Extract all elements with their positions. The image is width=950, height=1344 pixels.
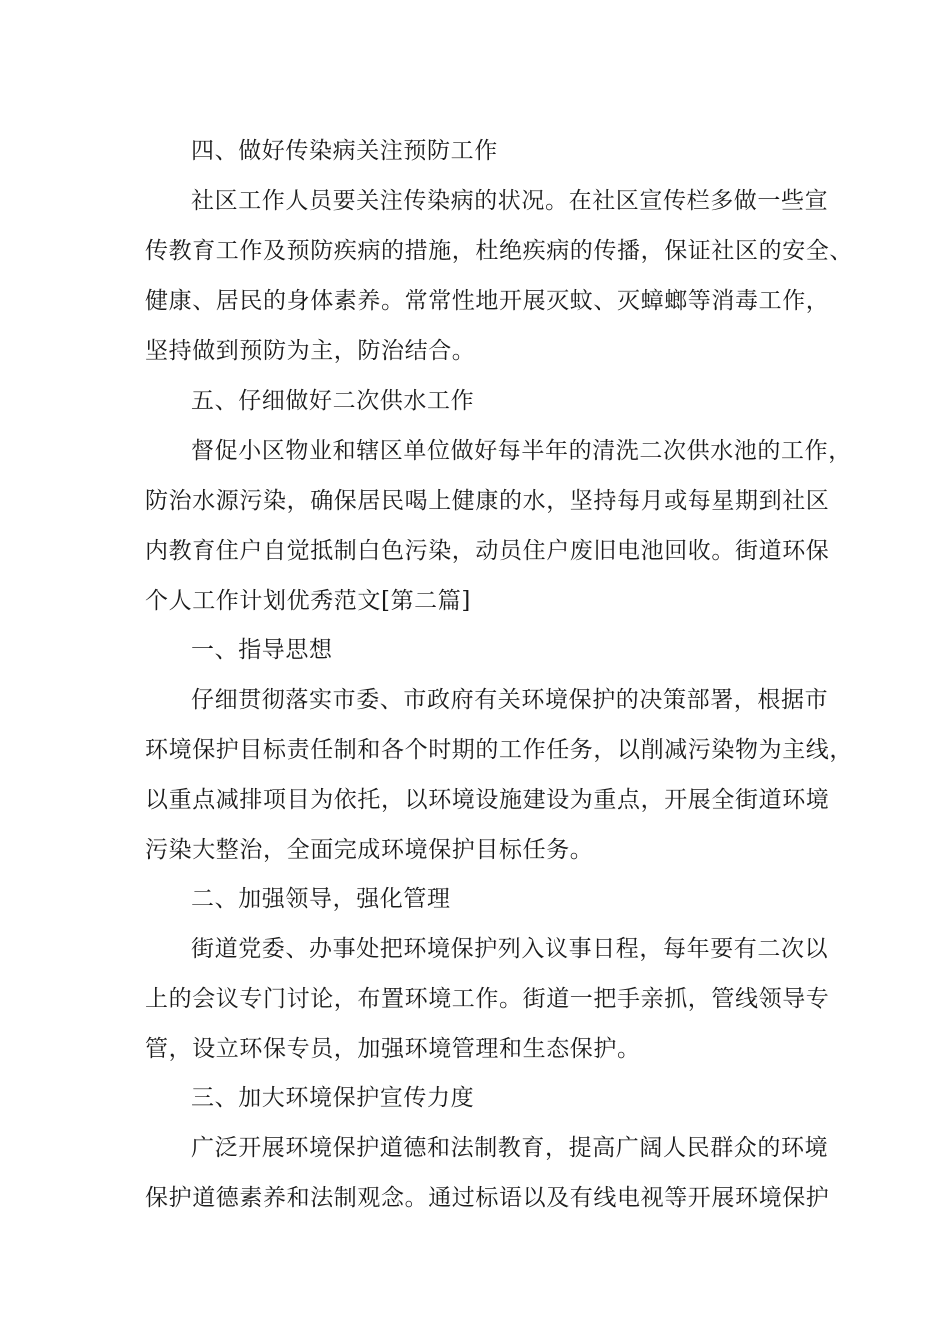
paragraph-line: 上的会议专门讨论，布置环境工作。街道一把手亲抓，管线领导专 — [145, 986, 830, 1012]
paragraph-line: 以重点减排项目为依托，以环境设施建设为重点，开展全街道环境 — [145, 787, 830, 813]
paragraph-line: 个人工作计划优秀范文[第二篇] — [145, 588, 471, 614]
paragraph-line: 污染大整治，全面完成环境保护目标任务。 — [145, 837, 594, 863]
paragraph-line: 环境保护目标责任制和各个时期的工作任务，以削减污染物为主线， — [145, 737, 853, 763]
heading-section-3: 三、加大环境保护宣传力度 — [191, 1085, 475, 1111]
paragraph-line: 社区工作人员要关注传染病的状况。在社区宣传栏多做一些宣 — [191, 188, 829, 214]
paragraph-line: 管，设立环保专员，加强环境管理和生态保护。 — [145, 1036, 641, 1062]
heading-section-1: 一、指导思想 — [191, 637, 333, 663]
paragraph-line: 内教育住户自觉抵制白色污染，动员住户废旧电池回收。街道环保 — [145, 538, 830, 564]
paragraph-line: 坚持做到预防为主，防治结合。 — [145, 338, 476, 364]
heading-section-5: 五、仔细做好二次供水工作 — [191, 388, 475, 414]
paragraph-line: 防治水源污染，确保居民喝上健康的水，坚持每月或每星期到社区 — [145, 488, 830, 514]
paragraph-line: 督促小区物业和辖区单位做好每半年的清洗二次供水池的工作， — [191, 438, 852, 464]
paragraph-line: 健康、居民的身体素养。常常性地开展灭蚊、灭蟑螂等消毒工作， — [145, 288, 830, 314]
paragraph-line: 保护道德素养和法制观念。通过标语以及有线电视等开展环境保护 — [145, 1185, 830, 1211]
paragraph-line: 广泛开展环境保护道德和法制教育，提高广阔人民群众的环境 — [191, 1135, 829, 1161]
paragraph-line: 仔细贯彻落实市委、市政府有关环境保护的决策部署，根据市 — [191, 687, 829, 713]
paragraph-line: 传教育工作及预防疾病的措施，杜绝疾病的传播，保证社区的安全、 — [145, 238, 853, 264]
paragraph-line: 街道党委、办事处把环境保护列入议事日程，每年要有二次以 — [191, 936, 829, 962]
heading-section-2: 二、加强领导，强化管理 — [191, 886, 451, 912]
heading-section-4: 四、做好传染病关注预防工作 — [191, 138, 498, 164]
